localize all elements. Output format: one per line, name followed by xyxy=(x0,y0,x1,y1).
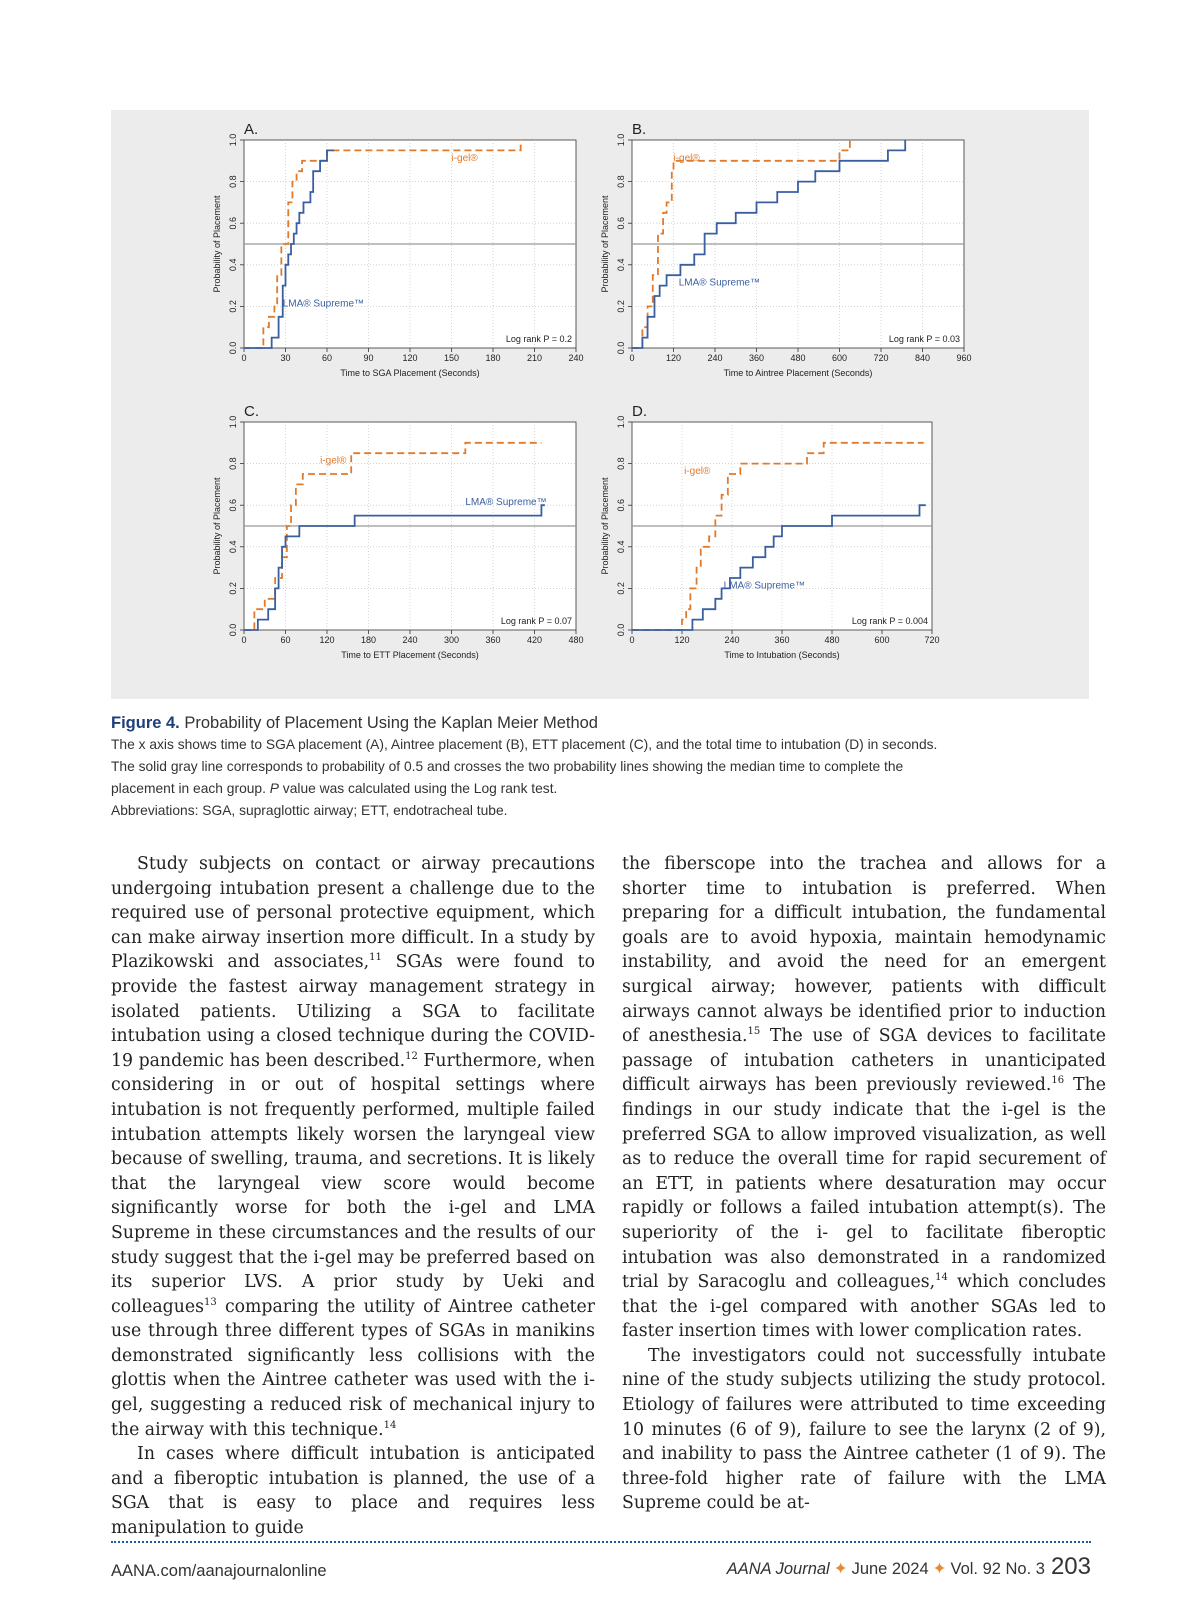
x-tick-label: 480 xyxy=(790,353,806,363)
x-tick-label: 480 xyxy=(568,635,584,645)
y-tick-label: 0.2 xyxy=(228,300,238,313)
x-tick-label: 240 xyxy=(402,635,418,645)
panel-letter: B. xyxy=(632,121,647,138)
left-p1-part-b: SGAs were found to provide the fastest airway management strategy in isolated patients. Utilizing a SGA to facilitate intubation using a closed technique during the COVID-19 pandemic has been described. xyxy=(111,952,595,1071)
x-tick-label: 360 xyxy=(748,353,765,363)
x-tick-label: 360 xyxy=(485,635,501,645)
y-tick-label: 0.6 xyxy=(616,216,626,230)
y-tick-label: 0.4 xyxy=(616,258,626,272)
x-tick-label: 300 xyxy=(443,635,460,645)
right-p1-part-a: the fiberscope into the trachea and allows for a shorter time to intubation is preferred. When preparing for a difficult intubation, the fundamental goals are to avoid hypoxia, maintain hemodynamic instability, and avoid the need for an emergent surgical airway; however, patients with difficult airways cannot always be identified prior to induction of anesthesia. xyxy=(622,854,1106,1047)
y-tick-label: 0.2 xyxy=(616,300,626,313)
left-p1-part-a: Study subjects on contact or airway precautions undergoing intubation present a challenge due to the required use of personal protective equipment, which can make airway insertion more difficult. In a study by Plazikowski and associates, xyxy=(111,854,595,973)
x-tick-label: 180 xyxy=(360,635,377,645)
citation-ref: 14 xyxy=(935,1272,948,1284)
citation-ref: 12 xyxy=(405,1050,418,1062)
caption-line-3a: placement in each group. xyxy=(111,781,270,796)
series-label: i-gel® xyxy=(684,466,711,477)
y-axis-title: Probability of Placement xyxy=(212,477,222,575)
y-tick-label: 0.2 xyxy=(616,582,626,595)
x-tick-label: 360 xyxy=(774,635,790,645)
x-tick-label: 960 xyxy=(956,353,972,363)
x-tick-label: 840 xyxy=(914,353,931,363)
y-tick-label: 0.8 xyxy=(616,175,626,188)
citation-ref: 14 xyxy=(383,1419,397,1431)
x-tick-label: 0 xyxy=(241,635,247,645)
footer-diamond-icon: ✦ xyxy=(932,1560,947,1578)
footer-citation xyxy=(727,1553,1091,1581)
caption-line-3c: value was calculated using the Log rank test. xyxy=(278,781,558,796)
y-tick-label: 0.2 xyxy=(228,582,238,595)
body-column-right xyxy=(622,852,1106,1516)
x-tick-label: 180 xyxy=(485,353,501,363)
y-tick-label: 0.0 xyxy=(228,623,238,637)
y-tick-label: 1.0 xyxy=(228,133,238,147)
caption-figure-label: Figure 4. xyxy=(111,714,180,732)
right-p1-part-b: The use of SGA devices to facilitate passage of intubation catheters in unanticipated difficult airways has been previously reviewed. xyxy=(622,1026,1106,1096)
log-rank-p-value: Log rank P = 0.03 xyxy=(888,334,960,344)
right-paragraph-2: The investigators could not successfully intubate nine of the study subjects utilizing the study protocol. Etiology of failures were attributed to time exceeding 10 minutes (6 of 9), failure to see the larynx (2 of 9), and inability to pass the Aintree catheter (1 of 9). The three-fold higher rate of failure with the LMA Supreme could be at- xyxy=(622,1345,1106,1514)
x-tick-label: 120 xyxy=(674,635,690,645)
x-tick-label: 240 xyxy=(724,635,740,645)
citation-ref: 11 xyxy=(369,952,382,964)
x-tick-label: 60 xyxy=(321,353,333,363)
x-tick-label: 30 xyxy=(280,353,291,363)
panel-letter: C. xyxy=(244,403,259,420)
left-paragraph-2: In cases where difficult intubation is anticipated and a fiberoptic intubation is planned, the use of a SGA that is easy to place and requires less manipulation to guide xyxy=(111,1444,595,1539)
citation-ref: 13 xyxy=(203,1296,217,1308)
x-tick-label: 120 xyxy=(402,353,418,363)
panel-letter: A. xyxy=(244,121,259,138)
caption-figure-title: Probability of Placement Using the Kaplan Meier Method xyxy=(179,714,598,732)
footer-journal: AANA Journal xyxy=(726,1560,830,1578)
x-tick-label: 600 xyxy=(874,635,890,645)
x-tick-label: 480 xyxy=(824,635,840,645)
caption-line-3 xyxy=(111,778,1101,800)
x-tick-label: 240 xyxy=(568,353,584,363)
caption-line-1: The x axis shows time to SGA placement (A), Aintree placement (B), ETT placement (C), and the total time to intubation (D) in seconds. xyxy=(111,737,938,752)
right-p1-part-c: The findings in our study indicate that the i-gel is the preferred SGA to allow improved visualization, as well as to reduce the overall time for rapid securement of an ETT, in patients where desaturation may occur rapidly or follows a failed intubation attempt(s). The superiority of the i- gel to facilitate fiberoptic intubation was also demonstrated in a randomized trial by Saracoglu and colleagues, xyxy=(622,1075,1106,1293)
y-tick-label: 0.0 xyxy=(616,623,626,637)
x-tick-label: 0 xyxy=(629,635,635,645)
caption-line-3b: P xyxy=(269,781,279,796)
x-tick-label: 150 xyxy=(443,353,460,363)
citation-ref: 16 xyxy=(1051,1075,1065,1087)
left-p1-part-d: comparing the utility of Aintree catheter use through three different types of SGAs in manikins demonstrated significantly less collisions with the glottis when the Aintree catheter was used with the i-gel, suggesting a reduced risk of mechanical injury to the airway with this technique. xyxy=(111,1296,595,1440)
y-tick-label: 1.0 xyxy=(616,415,626,429)
footer-volume: Vol. 92 No. 3 xyxy=(950,1560,1045,1578)
x-tick-label: 60 xyxy=(280,635,291,645)
log-rank-p-value: Log rank P = 0.004 xyxy=(851,616,928,626)
y-tick-label: 1.0 xyxy=(228,415,238,429)
y-axis-title: Probability of Placement xyxy=(600,477,610,575)
body-column-left xyxy=(111,852,595,1541)
series-label: LMA® Supreme™ xyxy=(282,298,365,310)
x-tick-label: 90 xyxy=(363,353,374,363)
y-tick-label: 0.4 xyxy=(228,540,238,554)
y-tick-label: 0.0 xyxy=(228,341,238,355)
right-paragraph-1 xyxy=(622,852,1106,1344)
footer-url[interactable]: AANA.com/aanajournalonline xyxy=(111,1562,327,1580)
y-tick-label: 0.8 xyxy=(228,175,238,188)
caption-abbreviations: Abbreviations: SGA, supraglottic airway; ETT, endotracheal tube. xyxy=(111,803,508,818)
x-tick-label: 420 xyxy=(526,635,543,645)
y-axis-title: Probability of Placement xyxy=(212,195,222,293)
y-tick-label: 0.8 xyxy=(616,457,626,470)
citation-ref: 15 xyxy=(747,1026,761,1038)
x-tick-label: 120 xyxy=(665,353,682,363)
panel-letter: D. xyxy=(632,403,647,420)
footer-diamond-icon: ✦ xyxy=(833,1560,848,1578)
left-paragraph-1 xyxy=(111,852,595,1442)
page-number: 203 xyxy=(1050,1553,1091,1580)
x-axis-title: Time to SGA Placement (Seconds) xyxy=(340,368,480,378)
y-tick-label: 0.4 xyxy=(228,258,238,272)
right-p1-part-d: which concludes that the i-gel compared with another SGAs led to faster insertion times with lower complication rates. xyxy=(622,1272,1107,1342)
kaplan-meier-figure xyxy=(111,110,1089,699)
caption-line-2: The solid gray line corresponds to probability of 0.5 and crosses the two probability lines showing the median time to complete the xyxy=(111,759,904,774)
series-label: i-gel® xyxy=(451,152,478,164)
x-tick-label: 720 xyxy=(873,353,889,363)
footer-date: June 2024 xyxy=(851,1560,929,1578)
x-tick-label: 600 xyxy=(831,353,848,363)
y-tick-label: 0.6 xyxy=(228,216,238,230)
x-tick-label: 120 xyxy=(319,635,335,645)
left-p1-part-c: Furthermore, when considering in or out of hospital settings where intubation is not frequently performed, multiple failed intubation attempts likely worsen the laryngeal view because of swelling, trauma, and secretions. It is likely that the laryngeal view score would become significantly worse for both the i-gel and LMA Supreme in these circumstances and the results of our study suggest that the i-gel may be preferred based on its superior LVS. A prior study by Ueki and colleagues xyxy=(111,1050,595,1317)
x-tick-label: 0 xyxy=(241,353,247,363)
x-axis-title: Time to ETT Placement (Seconds) xyxy=(341,650,479,660)
series-label: LMA® Supreme™ xyxy=(723,580,805,592)
x-tick-label: 210 xyxy=(526,353,543,363)
series-label: i-gel® xyxy=(673,152,700,164)
y-tick-label: 0.0 xyxy=(616,341,626,355)
series-label: i-gel® xyxy=(320,455,347,467)
x-tick-label: 720 xyxy=(924,635,940,645)
x-axis-title: Time to Aintree Placement (Seconds) xyxy=(723,368,873,378)
y-axis-title: Probability of Placement xyxy=(600,195,610,293)
figure-caption xyxy=(111,712,1101,822)
footer-divider xyxy=(111,1541,1091,1543)
y-tick-label: 0.8 xyxy=(228,457,238,470)
y-tick-label: 1.0 xyxy=(616,133,626,147)
log-rank-p-value: Log rank P = 0.07 xyxy=(500,616,572,626)
x-tick-label: 0 xyxy=(629,353,635,363)
y-tick-label: 0.4 xyxy=(616,540,626,554)
x-tick-label: 240 xyxy=(707,353,723,363)
figure-4 xyxy=(111,110,1089,699)
caption-title xyxy=(111,712,1101,734)
y-tick-label: 0.6 xyxy=(228,498,238,512)
series-label: LMA® Supreme™ xyxy=(465,497,547,509)
log-rank-p-value: Log rank P = 0.2 xyxy=(505,334,572,344)
x-axis-title: Time to Intubation (Seconds) xyxy=(724,650,840,660)
series-label: LMA® Supreme™ xyxy=(678,277,760,289)
y-tick-label: 0.6 xyxy=(616,498,626,512)
